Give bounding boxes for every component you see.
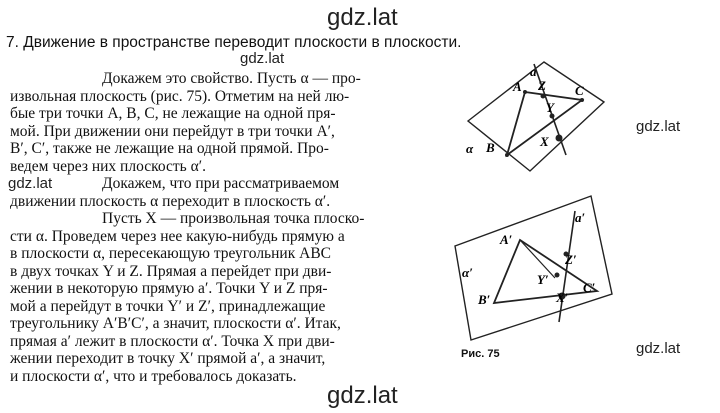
label-b-prime: B′ [478, 292, 491, 307]
label-line-a-prime: a′ [575, 210, 586, 225]
watermark-under-title: gdz.lat [240, 50, 285, 67]
point-z [541, 94, 546, 99]
label-alpha-prime: α′ [462, 265, 473, 280]
label-x-prime: X′ [556, 290, 569, 305]
text-line: Пусть X — произвольная точка плоско- [102, 210, 365, 227]
figure-caption: Рис. 75 [461, 348, 500, 360]
label-z: Z [538, 78, 546, 93]
label-alpha: α [466, 141, 474, 156]
label-c: C [575, 83, 584, 98]
label-line-a: a [530, 64, 537, 79]
text-line: прямая a′ лежит в плоскости α′. Точка X при дви- [10, 332, 335, 350]
label-y: Y [546, 100, 554, 115]
text-line: сти α. Проведем через нее какую-нибудь прямую a [10, 227, 345, 245]
label-y-prime: Y′ [537, 272, 549, 287]
label-a-prime: A′ [500, 232, 513, 247]
point-x [556, 135, 563, 142]
section-title: 7. Движение в пространстве переводит плоскости в плоскости. [6, 34, 462, 51]
point-b [505, 153, 509, 157]
watermark-top: gdz.lat [327, 4, 398, 31]
plane-alpha-prime [455, 196, 612, 340]
text-line: Докажем, что при рассматриваемом [102, 175, 340, 192]
watermark-bottom: gdz.lat [327, 382, 398, 409]
text-line: B′, C′, также не лежащие на одной прямой. Про- [10, 140, 329, 157]
label-c-prime: C′ [583, 280, 596, 295]
text-line: Докажем это свойство. Пусть α — про- [102, 70, 361, 87]
point-a [523, 90, 527, 94]
text-line: жении переходит в точку X′ прямой a′, а значит, [10, 350, 326, 367]
text-line: и плоскости α′, что и требовалось доказать. [10, 367, 297, 385]
watermark-right-2: gdz.lat [636, 340, 681, 357]
text-line: жении в некоторую прямую a′. Точки Y и Z пря- [10, 280, 328, 297]
point-c [580, 98, 584, 102]
text-line: треугольнику A′B′C′, а значит, плоскости α′. Итак, [10, 315, 341, 332]
watermark-right-1: gdz.lat [636, 118, 681, 135]
text-line: движении плоскость α переходит в плоскость α′. [10, 192, 331, 210]
text-line: в двух точках Y и Z. Прямая a перейдет при дви- [10, 262, 332, 280]
text-line: извольная плоскость (рис. 75). Отметим на ней лю- [10, 87, 350, 105]
text-line: мой. При движении они перейдут в три точки A′, [10, 122, 335, 140]
watermark-left-mid: gdz.lat [8, 175, 53, 192]
text-line: бые три точки A, B, C, не лежащие на одной пря- [10, 105, 336, 122]
text-line: в плоскости α, пересекающую треугольник ABC [10, 245, 331, 262]
label-a: A [513, 79, 522, 94]
point-y-prime [555, 273, 560, 278]
text-line: мой a перейдут в точки Y′ и Z′, принадлежащие [10, 297, 326, 315]
label-x: X [540, 134, 549, 149]
text-line: ведем через них плоскость α′. [10, 157, 206, 175]
label-z-prime: Z′ [565, 252, 577, 267]
label-b: B [486, 140, 495, 155]
